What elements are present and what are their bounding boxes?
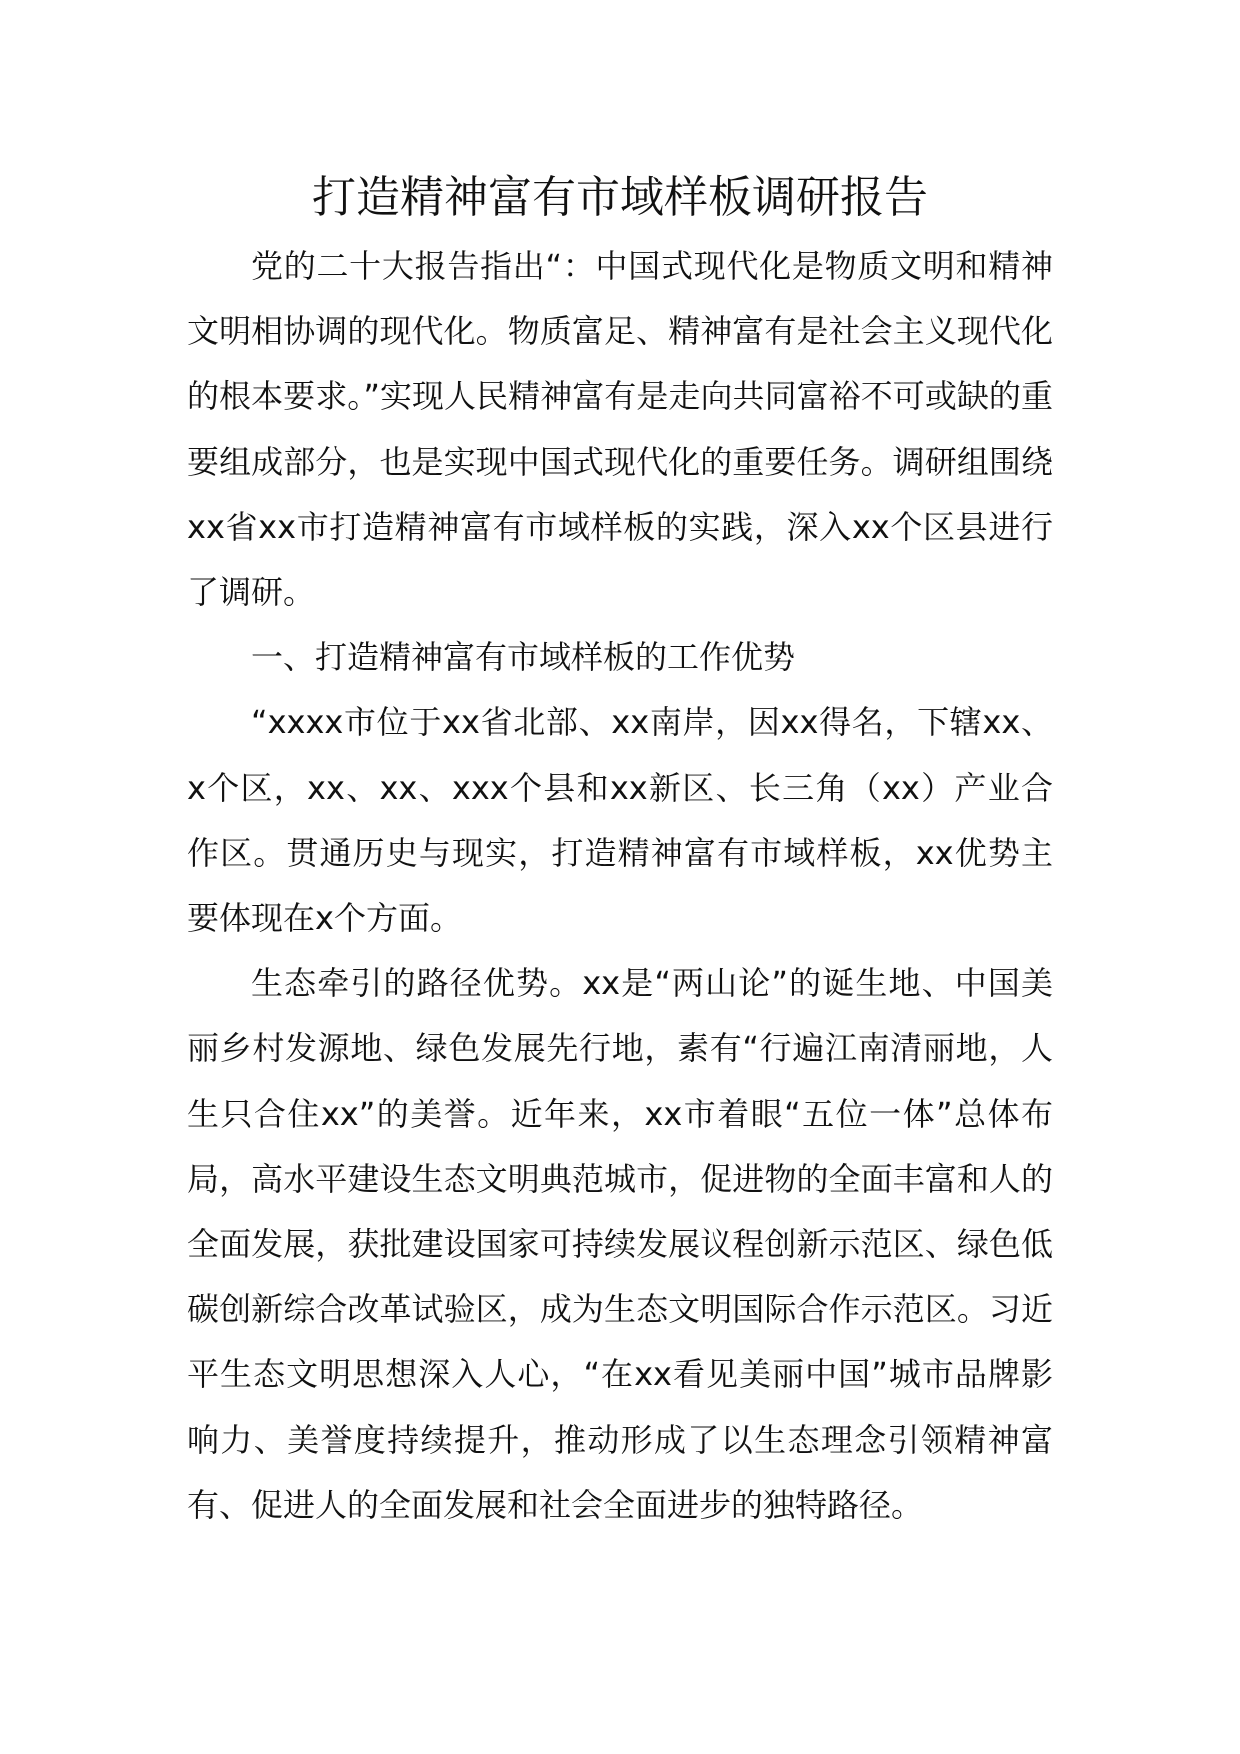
intro-paragraph: 党的二十大报告指出“：中国式现代化是物质文明和精神文明相协调的现代化。物质富足、精神富有是社会主义现代化的根本要求。”实现人民精神富有是走向共同富裕不可或缺的重要组成部分，也是实现中国式现代化的重要任务。调研组围绕xx省xx市打造精神富有市域样板的实践，深入xx个区县进行了调研。 — [187, 247, 1053, 612]
document-title: 打造精神富有市域样板调研报告 — [312, 172, 928, 223]
document-body — [187, 162, 1053, 1538]
section-paragraph-location: “xxxx市位于xx省北部、xx南岸，因xx得名，下辖xx、x个区，xx、xx、xxx个县和xx新区、长三角（xx）产业合作区。贯通历史与现实，打造精神富有市域样板，xx优势主要体现在x个方面。 — [187, 703, 1053, 938]
section-paragraph-ecology: 生态牵引的路径优势。xx是“两山论”的诞生地、中国美丽乡村发源地、绿色发展先行地，素有“行遍江南清丽地，人生只合住xx”的美誉。近年来，xx市着眼“五位一体”总体布局，高水平建设生态文明典范城市，促进物的全面丰富和人的全面发展，获批建设国家可持续发展议程创新示范区、绿色低碳创新综合改革试验区，成为生态文明国际合作示范区。习近平生态文明思想深入人心，“在xx看见美丽中国”城市品牌影响力、美誉度持续提升，推动形成了以生态理念引领精神富有、促进人的全面发展和社会全面进步的独特路径。 — [187, 964, 1053, 1524]
section-heading: 一、打造精神富有市域样板的工作优势 — [251, 638, 796, 677]
